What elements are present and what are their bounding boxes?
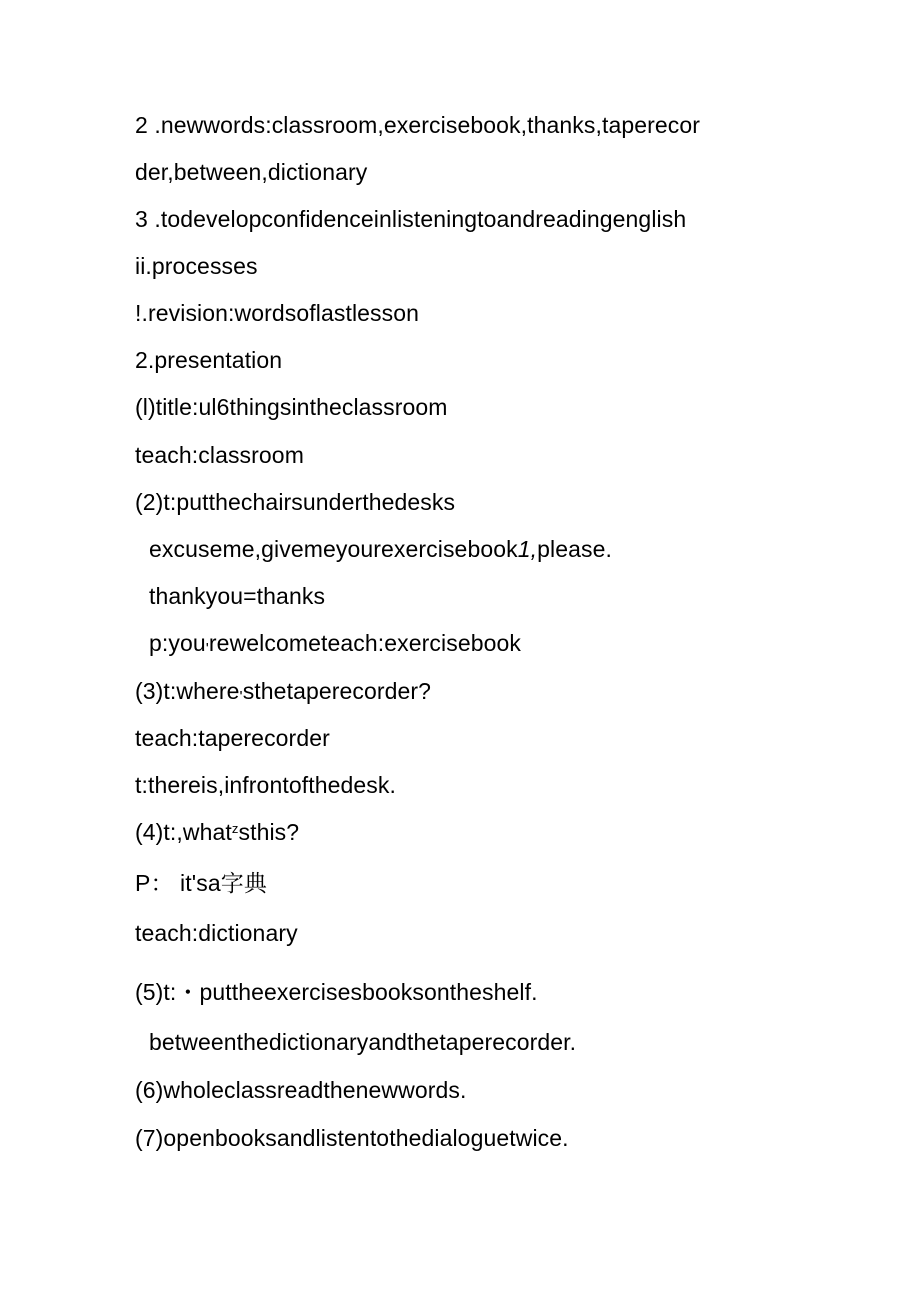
text-segment: excuseme,givemeyourexercisebook xyxy=(149,536,518,562)
text-segment: ' xyxy=(205,641,209,658)
text-line: 3 .todevelopconfidenceinlisteningtoandreadingenglish xyxy=(135,206,687,232)
text-line: (5)t:・puttheexercisesbooksontheshelf. xyxy=(135,979,538,1005)
text-line: 2 .newwords:classroom,exercisebook,thanks,taperecor xyxy=(135,112,701,138)
text-line: teach:classroom xyxy=(135,442,304,468)
text-line xyxy=(135,677,431,709)
text-line: (7)openbooksandlistentothedialoguetwice. xyxy=(135,1125,569,1151)
text-segment: (3)t:where xyxy=(135,678,240,704)
text-line: (2)t:putthechairsunderthedesks xyxy=(135,489,456,515)
text-line: (6)wholeclassreadthenewwords. xyxy=(135,1077,467,1103)
text-segment: sthetaperecorder? xyxy=(242,678,432,704)
text-line: 2.presentation xyxy=(135,347,283,373)
text-line: ii.processes xyxy=(135,253,258,279)
text-line: (l)title:ul6thingsintheclassroom xyxy=(135,394,448,420)
text-segment: 1, xyxy=(517,536,538,562)
text-line: teach:dictionary xyxy=(135,920,298,946)
text-line: !.revision:wordsoflastlesson xyxy=(135,300,420,326)
text-line: P： it'sa字典 xyxy=(135,870,267,896)
text-segment: ' xyxy=(239,689,243,706)
text-segment: sthis? xyxy=(238,819,300,845)
text-segment: please. xyxy=(537,536,612,562)
text-segment: p:you xyxy=(149,630,206,656)
text-line xyxy=(149,629,521,661)
text-line: thankyou=thanks xyxy=(149,583,326,609)
text-line xyxy=(149,535,612,563)
text-segment: (4)t:,what xyxy=(135,819,232,845)
text-segment: z xyxy=(231,821,239,836)
text-line xyxy=(135,818,299,850)
text-segment: rewelcometeach:exercisebook xyxy=(208,630,521,656)
text-line: t:thereis,infrontofthedesk. xyxy=(135,772,396,798)
text-line: der,between,dictionary xyxy=(135,159,368,185)
text-line: betweenthedictionaryandthetaperecorder. xyxy=(149,1029,577,1055)
text-line: teach:taperecorder xyxy=(135,725,330,751)
